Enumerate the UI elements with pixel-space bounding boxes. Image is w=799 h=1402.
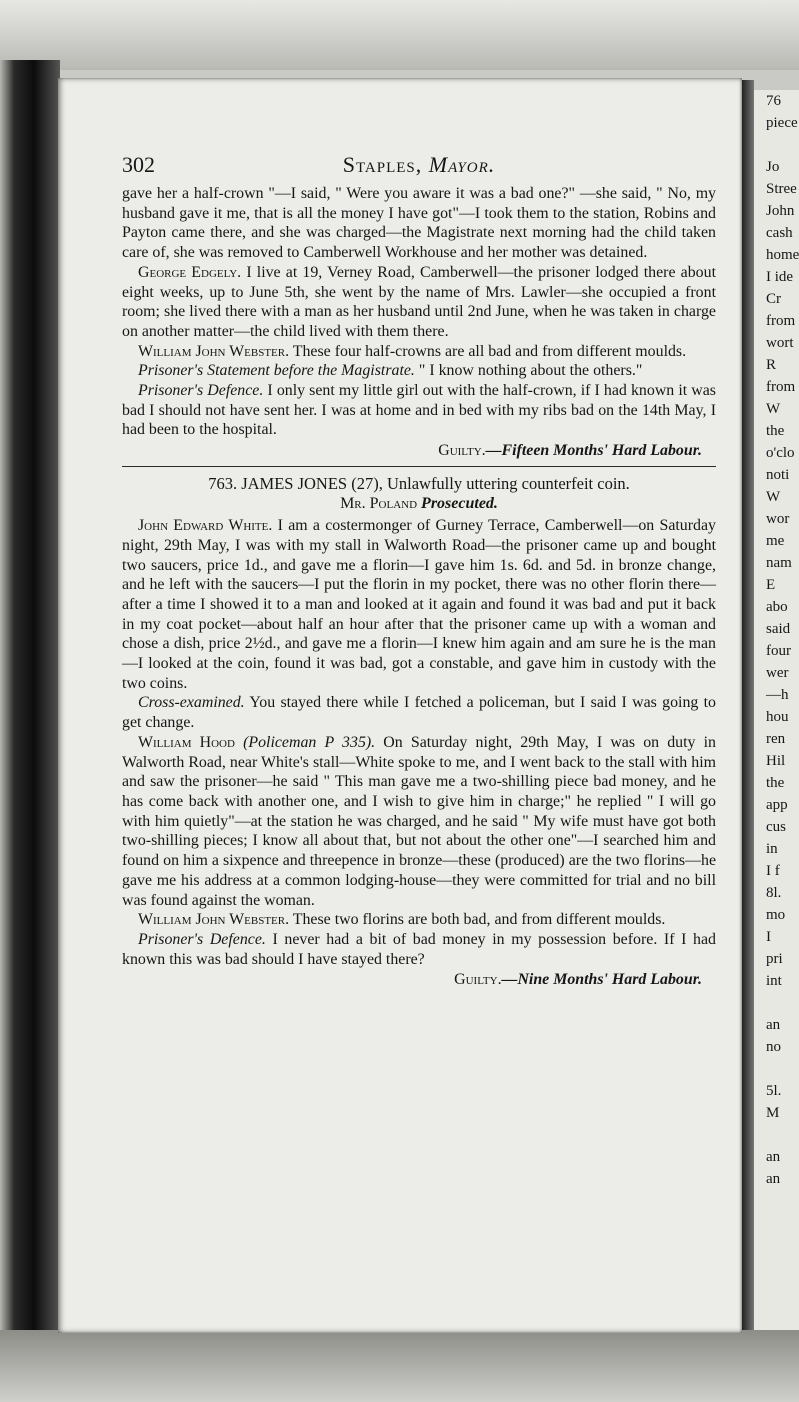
- next-page-fragment: said: [766, 621, 791, 637]
- section-divider: [122, 466, 716, 467]
- witness-testimony: On Saturday night, 29th May, I was on duty in Walworth Road, near White's stall—White spoke to me, and I went back to the stall with him and saw the prisoner—he said " This man gave me a two-shilling piece bad money, and he has come back with another one, and I wish to give him in charge;" he replied " I will go with him quietly"—at the station he was charged, and he said " My wife must have got both two-shilling pieces; I know all about that, but not about the other one"—I searched him and found on him a sixpence and threepence in bronze—these (produced) are the two florins—he gave me his address at a common lodging-house—they were committed for trial and no bill was found against the woman.: [122, 733, 716, 909]
- prosecutor-name: Mr. Poland: [340, 495, 418, 513]
- next-page-fragment: Jo: [766, 159, 780, 175]
- case-763-prosecution: [122, 494, 716, 514]
- witness-role: (Policeman P 335).: [234, 733, 376, 751]
- case-762-paragraph-2: [122, 263, 716, 342]
- case-762-paragraph-5: [122, 381, 716, 440]
- statement-label: Prisoner's Statement before the Magistrate.: [138, 362, 415, 380]
- scan-bottom-edge: [0, 1330, 799, 1402]
- case-763-paragraph-3: [122, 733, 716, 910]
- case-763-paragraph-4: [122, 910, 716, 930]
- next-page-fragment: M: [766, 1105, 780, 1121]
- next-page-fragment: from: [766, 313, 796, 329]
- next-page-fragment: cash: [766, 225, 793, 241]
- scan-top-edge: [0, 0, 799, 70]
- next-page-fragment: W: [766, 401, 781, 417]
- next-page-fragment: Stree: [766, 181, 797, 197]
- defence-label: Prisoner's Defence.: [138, 930, 266, 948]
- next-page-fragment: app: [766, 797, 788, 813]
- next-page-fragment: Hil: [766, 753, 786, 769]
- defence-text: I only sent my little girl out with the half-crown, if I had known it was bad I should not have sent her. I was at home and in bed with my ribs bad on the 14th May, I had been to the hospital.: [122, 382, 716, 439]
- prosecuted-word: Prosecuted.: [417, 495, 498, 513]
- next-page-fragment: an: [766, 1017, 781, 1033]
- statement-text: " I know nothing about the others.": [414, 362, 643, 380]
- case-762-section: [122, 184, 716, 461]
- next-page-fragment: [766, 1058, 799, 1080]
- next-page-fragment: o'clo: [766, 445, 795, 461]
- defence-text: I never had a bit of bad money in my possession before. If I had known this was bad should I have stayed there?: [122, 930, 716, 968]
- case-762-paragraph-3: [122, 342, 716, 362]
- book-page: [58, 78, 742, 1333]
- next-page-fragment: me: [766, 533, 785, 549]
- case-763-paragraph-2: [122, 693, 716, 732]
- next-page-fragment: pri: [766, 951, 783, 967]
- next-page-fragment: no: [766, 1039, 781, 1055]
- case-762-paragraph-4: [122, 361, 716, 381]
- case-762-verdict: [122, 441, 716, 461]
- next-page-fragment: W: [766, 489, 781, 505]
- witness-name: William John Webster.: [138, 911, 290, 929]
- case-763-paragraph-5: [122, 930, 716, 969]
- verdict-word: Guilty.: [438, 442, 486, 460]
- witness-testimony: I am a costermonger of Gurney Terrace, Camberwell—on Saturday night, 29th May, I was with my stall in Walworth Road—the prisoner came up and bought two saucers, price 1d., and gave me a florin—I gave him 1s. 6d. and 5d. in bronze change, and he left with the saucers—I put the florin in my pocket, there was no other florin there—after a time I showed it to a man and looked at it again and found it was bad and put it back in my coat pocket—about half an hour after that the prisoner came up with a woman and chose a dish, price 2½d., and gave me a florin—I knew him again and am sure he is the man—I looked at the coin, found it was bad, got a constable, and gave him in custody with the two coins.: [122, 517, 716, 692]
- next-page-fragment: I: [766, 929, 771, 945]
- next-page-fragment: ren: [766, 731, 786, 747]
- next-page-fragment: —h: [766, 687, 789, 703]
- next-page-fragment: an: [766, 1149, 781, 1165]
- next-page-fragment: hou: [766, 709, 789, 725]
- defence-label: Prisoner's Defence.: [138, 382, 264, 400]
- next-page-fragment: [766, 134, 799, 156]
- next-page-fragment: mo: [766, 907, 786, 923]
- verdict-sentence: —Nine Months' Hard Labour.: [501, 971, 702, 989]
- next-page-fragment: E: [766, 577, 776, 593]
- verdict-sentence: —Fifteen Months' Hard Labour.: [485, 442, 702, 460]
- next-page-fragment: I f: [766, 863, 780, 879]
- next-page-fragment: cus: [766, 819, 786, 835]
- next-page-fragment: noti: [766, 467, 790, 483]
- next-page-fragment: I ide: [766, 269, 794, 285]
- case-763-title: 763. JAMES JONES (27), Unlawfully uttering counterfeit coin.: [208, 474, 630, 494]
- next-page-fragment: 8l.: [766, 885, 782, 901]
- next-page-fragment: wor: [766, 511, 790, 527]
- next-page-fragment: R: [766, 357, 777, 373]
- witness-name: William Hood: [138, 733, 235, 751]
- case-763-verdict: [122, 970, 716, 990]
- next-page-fragment: [766, 992, 799, 1014]
- witness-name: George Edgely.: [138, 263, 242, 281]
- next-page-fragment: in: [766, 841, 778, 857]
- next-page-fragment: four: [766, 643, 791, 659]
- verdict-word: Guilty.: [454, 971, 502, 989]
- cross-examined-label: Cross-examined.: [138, 694, 245, 712]
- next-page-fragment: home: [766, 247, 799, 263]
- next-page-fragment: 5l.: [766, 1083, 782, 1099]
- running-title-office: Mayor.: [428, 152, 496, 177]
- running-head: [122, 144, 716, 184]
- witness-name: William John Webster.: [138, 342, 290, 360]
- page-content: [122, 144, 716, 990]
- next-page-fragment: John: [766, 203, 795, 219]
- next-page-edge: [754, 90, 799, 1330]
- cross-examined-text: You stayed there while I fetched a policeman, but I said I was going to get change.: [122, 694, 716, 732]
- book-binding: [0, 60, 60, 1350]
- running-title: [122, 152, 716, 178]
- next-page-fragment: wer: [766, 665, 789, 681]
- page-number: 302: [122, 152, 155, 177]
- next-page-fragment: wort: [766, 335, 794, 351]
- case-763-section: [122, 474, 716, 990]
- witness-testimony: These four half-crowns are all bad and from different moulds.: [289, 342, 687, 360]
- witness-testimony: I live at 19, Verney Road, Camberwell—the prisoner lodged there about eight weeks, up to June 5th, she went by the name of Mrs. Lawler—she occupied a front room; she lived there with a man as her husband until 2nd June, when he was taken in charge on another matter—the child lived with them there.: [122, 263, 716, 340]
- page-gutter: [742, 80, 754, 1330]
- case-763-paragraph-1: [122, 516, 716, 693]
- next-page-fragment: Cr: [766, 291, 781, 307]
- next-page-fragment: an: [766, 1171, 781, 1187]
- witness-name: John Edward White.: [138, 517, 273, 535]
- running-title-name: Staples,: [342, 152, 423, 177]
- next-page-fragment: the: [766, 423, 785, 439]
- next-page-fragment: [766, 1124, 799, 1146]
- next-page-fragment: from: [766, 379, 796, 395]
- next-page-fragment: 76: [766, 93, 781, 109]
- next-page-fragment: the: [766, 775, 785, 791]
- next-page-fragment: abo: [766, 599, 788, 615]
- next-page-fragment: int: [766, 973, 782, 989]
- witness-testimony: These two florins are both bad, and from different moulds.: [289, 911, 666, 929]
- next-page-fragment: nam: [766, 555, 792, 571]
- next-page-fragment: piece: [766, 115, 798, 131]
- case-762-paragraph-1: gave her a half-crown "—I said, " Were you aware it was a bad one?" —she said, " No, my husband gave it me, that is all the money I have got"—I took them to the station, Robins and Payton came there, and she was charged—the Magistrate next morning had the child taken care of, she was removed to Camberwell Workhouse and her mother was detained.: [122, 185, 716, 262]
